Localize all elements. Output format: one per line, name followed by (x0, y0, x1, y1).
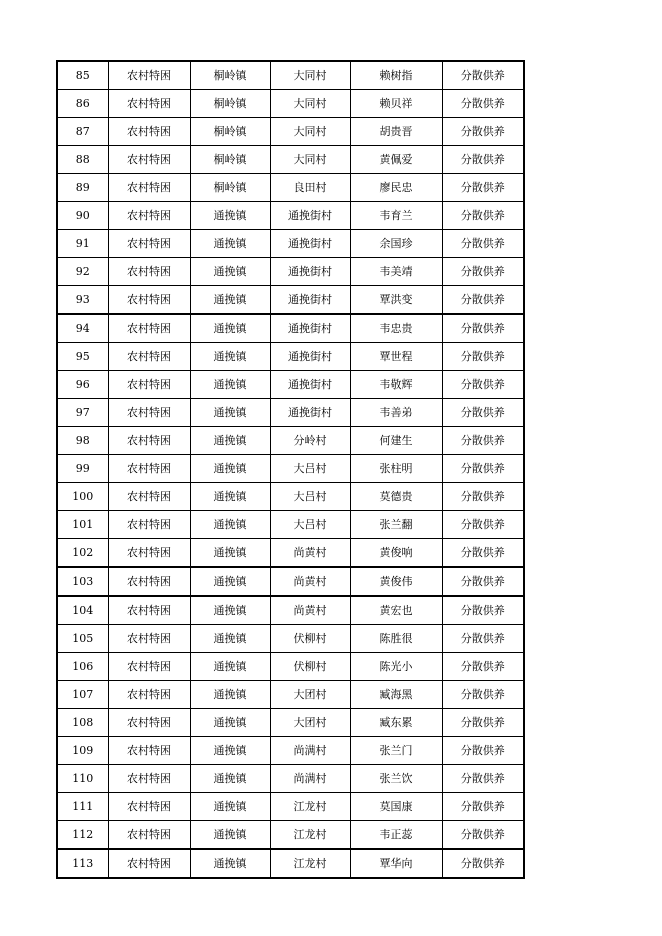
town-cell: 通挽镇 (190, 596, 270, 625)
village-cell: 江龙村 (270, 793, 350, 821)
person-name-cell: 臧东累 (350, 709, 442, 737)
support-type-cell: 分散供养 (442, 483, 524, 511)
support-type-cell: 分散供养 (442, 286, 524, 315)
person-name-cell: 张兰门 (350, 737, 442, 765)
support-type-cell: 分散供养 (442, 681, 524, 709)
table-row (57, 118, 524, 146)
table-row (57, 709, 524, 737)
row-number-cell: 110 (57, 765, 108, 793)
town-cell: 通挽镇 (190, 399, 270, 427)
village-cell: 大同村 (270, 90, 350, 118)
support-type-cell: 分散供养 (442, 821, 524, 850)
category-cell: 农村特困 (108, 625, 190, 653)
village-cell: 大同村 (270, 118, 350, 146)
village-cell: 尚满村 (270, 737, 350, 765)
category-cell: 农村特困 (108, 258, 190, 286)
category-cell: 农村特困 (108, 202, 190, 230)
village-cell: 伏柳村 (270, 625, 350, 653)
category-cell: 农村特困 (108, 567, 190, 596)
village-cell: 通挽街村 (270, 202, 350, 230)
table-row (57, 90, 524, 118)
row-number-cell: 92 (57, 258, 108, 286)
support-type-cell: 分散供养 (442, 343, 524, 371)
person-name-cell: 张兰翻 (350, 511, 442, 539)
person-name-cell: 黄俊响 (350, 539, 442, 568)
support-type-cell: 分散供养 (442, 146, 524, 174)
village-cell: 尚黄村 (270, 567, 350, 596)
person-name-cell: 陈胜很 (350, 625, 442, 653)
support-type-cell: 分散供养 (442, 174, 524, 202)
category-cell: 农村特困 (108, 455, 190, 483)
village-cell: 尚黄村 (270, 539, 350, 568)
table-row (57, 371, 524, 399)
category-cell: 农村特困 (108, 653, 190, 681)
village-cell: 大同村 (270, 61, 350, 90)
support-type-cell: 分散供养 (442, 625, 524, 653)
support-type-cell: 分散供养 (442, 314, 524, 343)
person-name-cell: 韦美靖 (350, 258, 442, 286)
support-type-cell: 分散供养 (442, 765, 524, 793)
person-name-cell: 廖民忠 (350, 174, 442, 202)
village-cell: 尚黄村 (270, 596, 350, 625)
category-cell: 农村特困 (108, 737, 190, 765)
table-row (57, 849, 524, 878)
table-row (57, 61, 524, 90)
row-number-cell: 108 (57, 709, 108, 737)
row-number-cell: 91 (57, 230, 108, 258)
support-type-cell: 分散供养 (442, 90, 524, 118)
person-name-cell: 黄俊伟 (350, 567, 442, 596)
support-type-cell: 分散供养 (442, 455, 524, 483)
row-number-cell: 85 (57, 61, 108, 90)
support-type-cell: 分散供养 (442, 793, 524, 821)
table-row (57, 511, 524, 539)
village-cell: 大吕村 (270, 455, 350, 483)
person-name-cell: 张兰饮 (350, 765, 442, 793)
town-cell: 通挽镇 (190, 258, 270, 286)
support-type-cell: 分散供养 (442, 567, 524, 596)
category-cell: 农村特困 (108, 314, 190, 343)
village-cell: 尚满村 (270, 765, 350, 793)
town-cell: 通挽镇 (190, 539, 270, 568)
support-type-cell: 分散供养 (442, 61, 524, 90)
support-type-cell: 分散供养 (442, 399, 524, 427)
row-number-cell: 90 (57, 202, 108, 230)
person-name-cell: 覃华向 (350, 849, 442, 878)
support-type-cell: 分散供养 (442, 427, 524, 455)
person-name-cell: 莫国康 (350, 793, 442, 821)
table-row (57, 681, 524, 709)
town-cell: 通挽镇 (190, 793, 270, 821)
town-cell: 通挽镇 (190, 343, 270, 371)
town-cell: 通挽镇 (190, 737, 270, 765)
person-name-cell: 莫德贵 (350, 483, 442, 511)
town-cell: 桐岭镇 (190, 61, 270, 90)
row-number-cell: 106 (57, 653, 108, 681)
person-name-cell: 覃世程 (350, 343, 442, 371)
table-row (57, 202, 524, 230)
table-row (57, 455, 524, 483)
town-cell: 通挽镇 (190, 765, 270, 793)
village-cell: 通挽街村 (270, 286, 350, 315)
village-cell: 通挽街村 (270, 314, 350, 343)
town-cell: 桐岭镇 (190, 90, 270, 118)
person-name-cell: 韦正蕊 (350, 821, 442, 850)
town-cell: 桐岭镇 (190, 146, 270, 174)
table-row (57, 343, 524, 371)
person-name-cell: 胡贵晋 (350, 118, 442, 146)
person-name-cell: 黄宏也 (350, 596, 442, 625)
table-row (57, 427, 524, 455)
row-number-cell: 112 (57, 821, 108, 850)
village-cell: 江龙村 (270, 821, 350, 850)
row-number-cell: 103 (57, 567, 108, 596)
row-number-cell: 93 (57, 286, 108, 315)
row-number-cell: 107 (57, 681, 108, 709)
village-cell: 大吕村 (270, 483, 350, 511)
table-row (57, 286, 524, 315)
row-number-cell: 99 (57, 455, 108, 483)
category-cell: 农村特困 (108, 118, 190, 146)
row-number-cell: 89 (57, 174, 108, 202)
category-cell: 农村特困 (108, 371, 190, 399)
person-name-cell: 何建生 (350, 427, 442, 455)
table-row (57, 539, 524, 568)
town-cell: 桐岭镇 (190, 174, 270, 202)
town-cell: 通挽镇 (190, 230, 270, 258)
table-row (57, 596, 524, 625)
village-cell: 大吕村 (270, 511, 350, 539)
support-type-cell: 分散供养 (442, 258, 524, 286)
person-name-cell: 赖树指 (350, 61, 442, 90)
category-cell: 农村特困 (108, 146, 190, 174)
category-cell: 农村特困 (108, 230, 190, 258)
category-cell: 农村特困 (108, 511, 190, 539)
village-cell: 通挽街村 (270, 399, 350, 427)
category-cell: 农村特困 (108, 596, 190, 625)
support-type-cell: 分散供养 (442, 653, 524, 681)
town-cell: 桐岭镇 (190, 118, 270, 146)
table-row (57, 625, 524, 653)
town-cell: 通挽镇 (190, 314, 270, 343)
category-cell: 农村特困 (108, 90, 190, 118)
row-number-cell: 101 (57, 511, 108, 539)
row-number-cell: 98 (57, 427, 108, 455)
row-number-cell: 95 (57, 343, 108, 371)
category-cell: 农村特困 (108, 681, 190, 709)
support-type-cell: 分散供养 (442, 709, 524, 737)
support-type-cell: 分散供养 (442, 849, 524, 878)
row-number-cell: 88 (57, 146, 108, 174)
town-cell: 通挽镇 (190, 849, 270, 878)
town-cell: 通挽镇 (190, 625, 270, 653)
table-row (57, 793, 524, 821)
category-cell: 农村特困 (108, 849, 190, 878)
category-cell: 农村特困 (108, 427, 190, 455)
support-type-cell: 分散供养 (442, 737, 524, 765)
row-number-cell: 105 (57, 625, 108, 653)
support-type-cell: 分散供养 (442, 118, 524, 146)
table-row (57, 399, 524, 427)
category-cell: 农村特困 (108, 793, 190, 821)
row-number-cell: 100 (57, 483, 108, 511)
support-type-cell: 分散供养 (442, 539, 524, 568)
person-name-cell: 赖贝祥 (350, 90, 442, 118)
person-name-cell: 韦忠贵 (350, 314, 442, 343)
category-cell: 农村特困 (108, 399, 190, 427)
row-number-cell: 104 (57, 596, 108, 625)
row-number-cell: 97 (57, 399, 108, 427)
table-row (57, 230, 524, 258)
category-cell: 农村特困 (108, 61, 190, 90)
category-cell: 农村特困 (108, 539, 190, 568)
category-cell: 农村特困 (108, 765, 190, 793)
town-cell: 通挽镇 (190, 371, 270, 399)
relief-roster-table (56, 60, 525, 879)
row-number-cell: 87 (57, 118, 108, 146)
row-number-cell: 86 (57, 90, 108, 118)
town-cell: 通挽镇 (190, 709, 270, 737)
village-cell: 分岭村 (270, 427, 350, 455)
town-cell: 通挽镇 (190, 483, 270, 511)
table-row (57, 314, 524, 343)
village-cell: 大同村 (270, 146, 350, 174)
town-cell: 通挽镇 (190, 202, 270, 230)
support-type-cell: 分散供养 (442, 596, 524, 625)
support-type-cell: 分散供养 (442, 511, 524, 539)
person-name-cell: 臧海黑 (350, 681, 442, 709)
table-row (57, 765, 524, 793)
village-cell: 通挽街村 (270, 371, 350, 399)
table-row (57, 174, 524, 202)
row-number-cell: 94 (57, 314, 108, 343)
table-row (57, 146, 524, 174)
town-cell: 通挽镇 (190, 681, 270, 709)
person-name-cell: 韦育兰 (350, 202, 442, 230)
village-cell: 通挽街村 (270, 230, 350, 258)
person-name-cell: 韦敬辉 (350, 371, 442, 399)
town-cell: 通挽镇 (190, 286, 270, 315)
village-cell: 大团村 (270, 681, 350, 709)
town-cell: 通挽镇 (190, 427, 270, 455)
support-type-cell: 分散供养 (442, 230, 524, 258)
support-type-cell: 分散供养 (442, 202, 524, 230)
row-number-cell: 96 (57, 371, 108, 399)
person-name-cell: 陈光小 (350, 653, 442, 681)
person-name-cell: 韦善弟 (350, 399, 442, 427)
village-cell: 良田村 (270, 174, 350, 202)
town-cell: 通挽镇 (190, 653, 270, 681)
category-cell: 农村特困 (108, 286, 190, 315)
row-number-cell: 113 (57, 849, 108, 878)
town-cell: 通挽镇 (190, 821, 270, 850)
table-row (57, 821, 524, 850)
person-name-cell: 黄佩爱 (350, 146, 442, 174)
town-cell: 通挽镇 (190, 567, 270, 596)
table-body (57, 61, 524, 878)
category-cell: 农村特困 (108, 709, 190, 737)
town-cell: 通挽镇 (190, 455, 270, 483)
village-cell: 通挽街村 (270, 258, 350, 286)
category-cell: 农村特困 (108, 821, 190, 850)
row-number-cell: 109 (57, 737, 108, 765)
village-cell: 伏柳村 (270, 653, 350, 681)
table-row (57, 567, 524, 596)
table-row (57, 737, 524, 765)
person-name-cell: 张柱明 (350, 455, 442, 483)
category-cell: 农村特困 (108, 174, 190, 202)
town-cell: 通挽镇 (190, 511, 270, 539)
support-type-cell: 分散供养 (442, 371, 524, 399)
category-cell: 农村特困 (108, 343, 190, 371)
table-row (57, 483, 524, 511)
table-row (57, 653, 524, 681)
village-cell: 大团村 (270, 709, 350, 737)
village-cell: 通挽街村 (270, 343, 350, 371)
row-number-cell: 102 (57, 539, 108, 568)
person-name-cell: 覃洪变 (350, 286, 442, 315)
table-row (57, 258, 524, 286)
village-cell: 江龙村 (270, 849, 350, 878)
row-number-cell: 111 (57, 793, 108, 821)
category-cell: 农村特困 (108, 483, 190, 511)
person-name-cell: 余国珍 (350, 230, 442, 258)
